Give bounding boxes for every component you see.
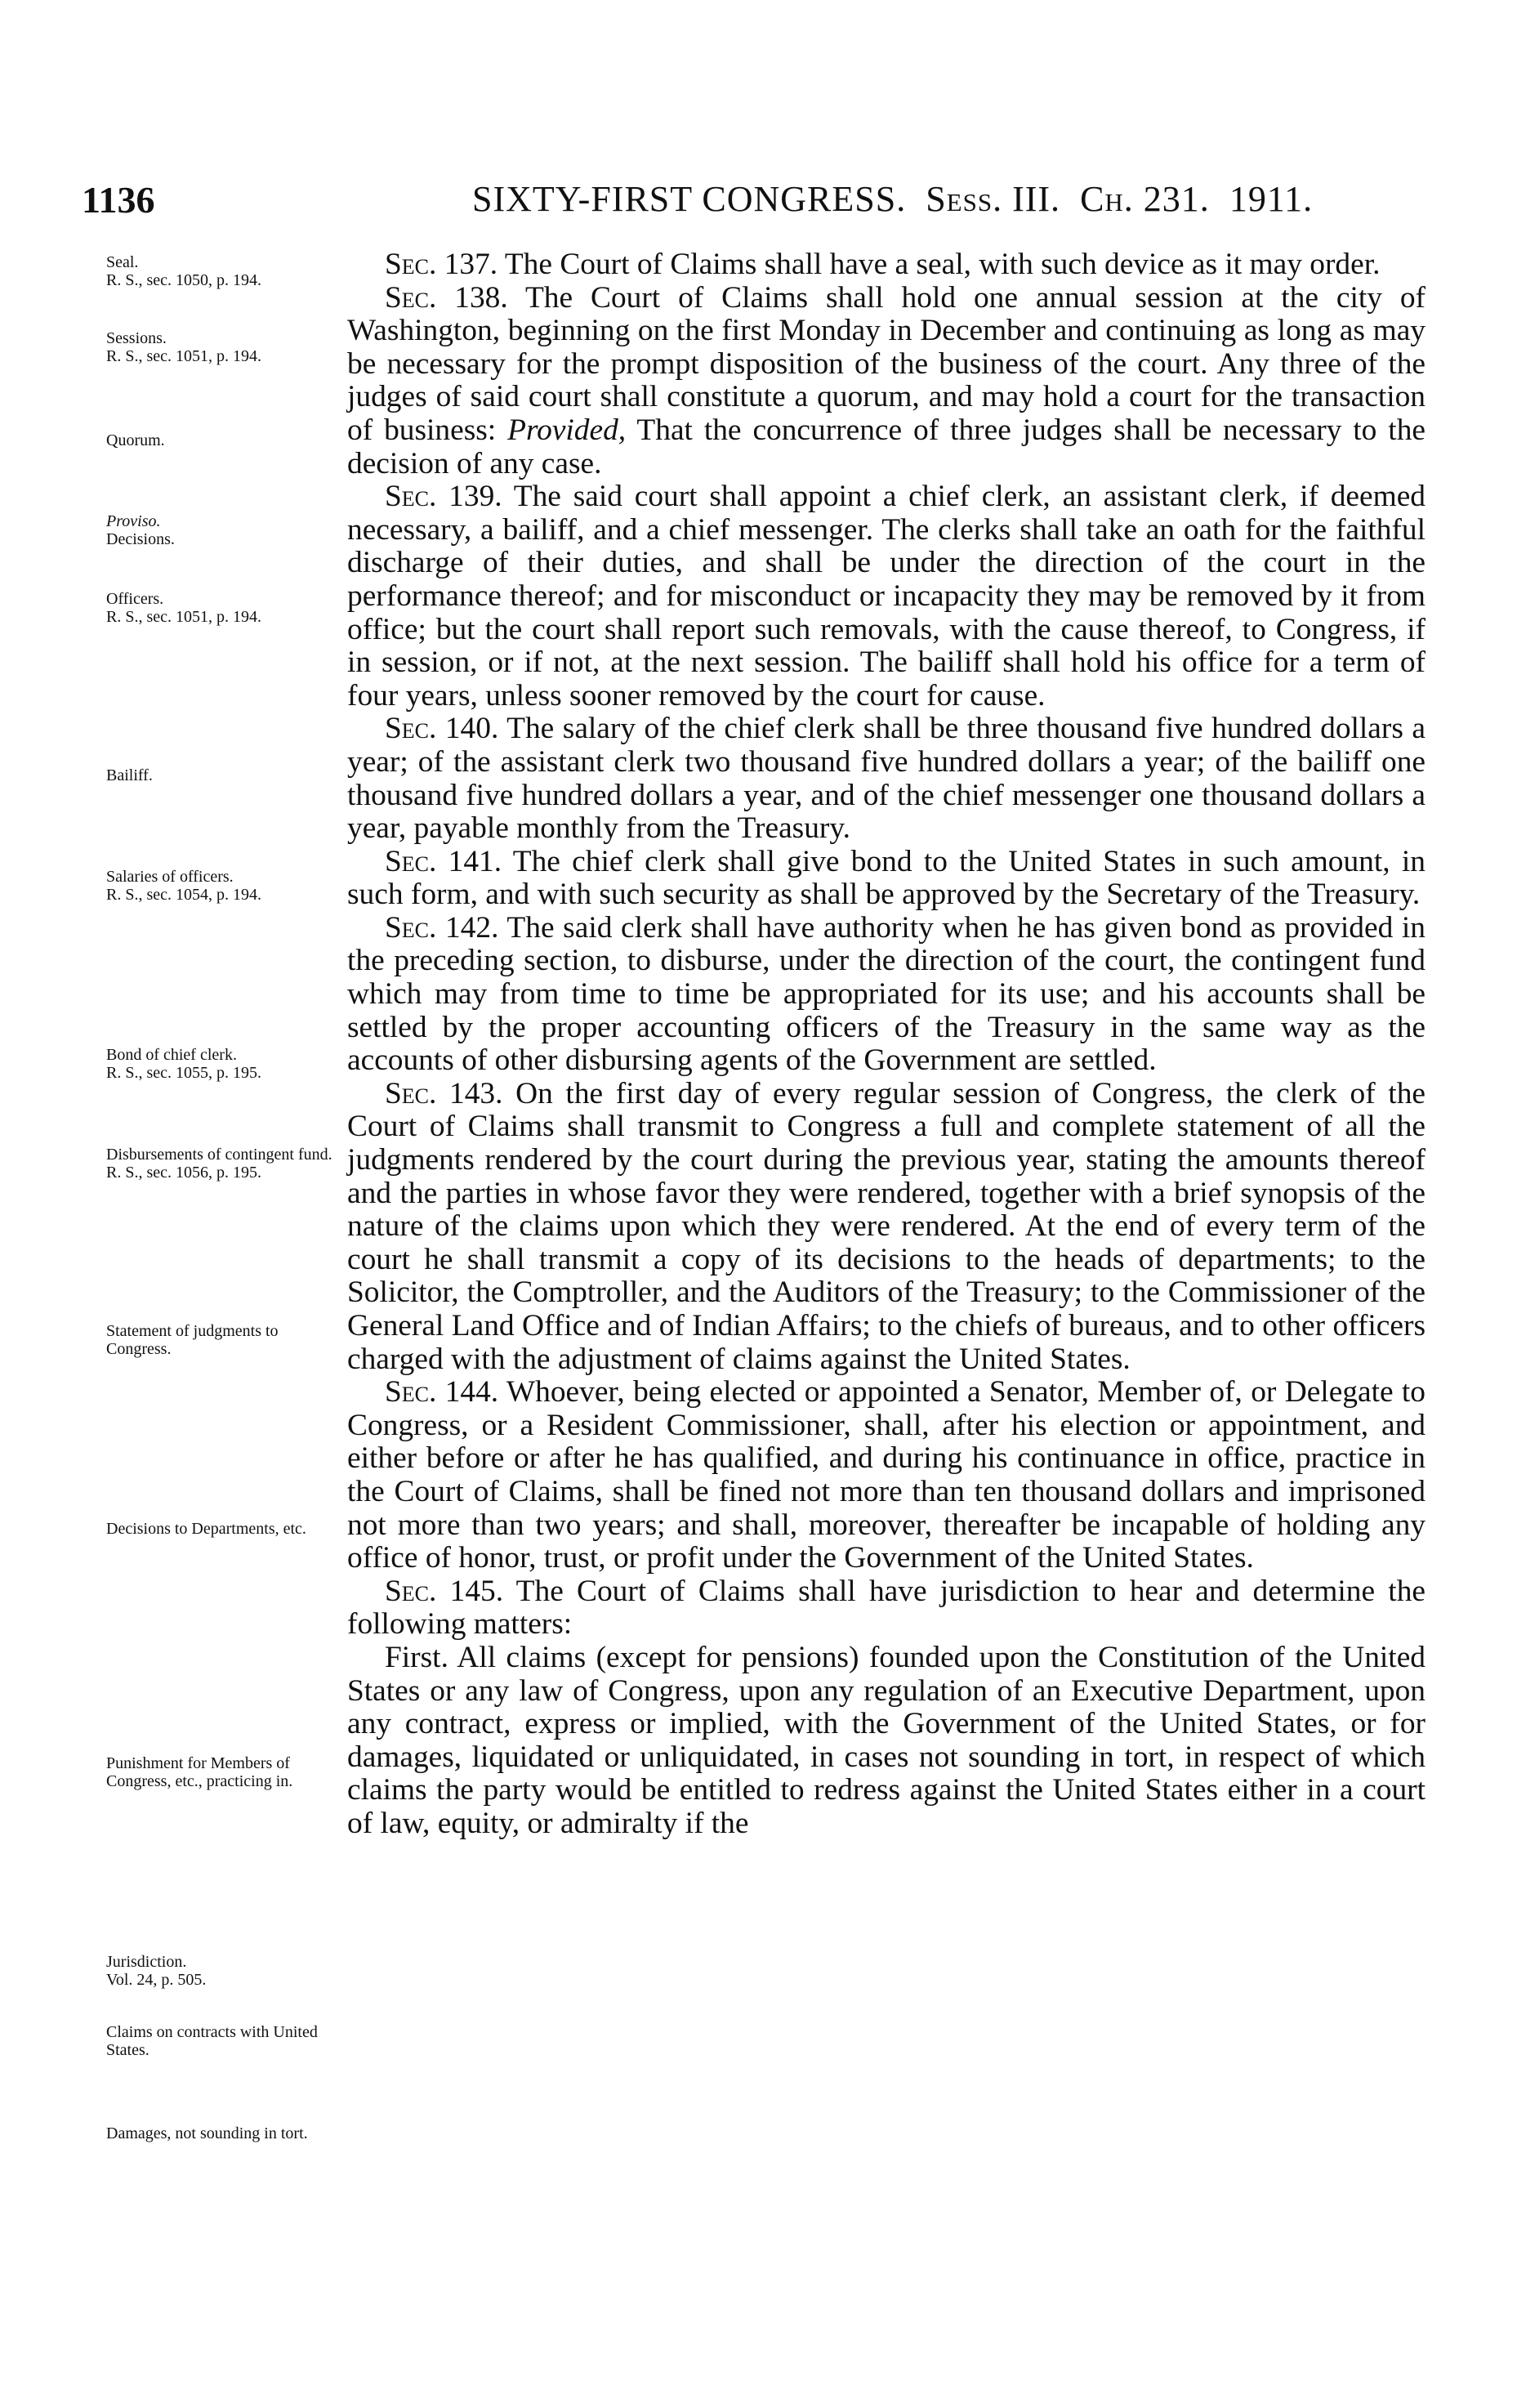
section-text: The said court shall appoint a chief clerk, an assistant clerk, if deemed necessary, a bailiff, and a chief messenger. The clerks shall take an oath for the faithful discharge of their duties, and shall be under the direction of the court in the performance thereof; and for misconduct or incapacity they may be removed by it from office; but the court shall report such removals, with the cause thereof, to Congress, if in session, or if not, at the next session. The bailiff shall hold his office for a term of four years, unless sooner removed by the court for cause. [347,480,1426,713]
section-number: Sec. 138. [385,280,508,315]
margin-note-title: Seal. [106,253,139,271]
margin-note-salaries [106,868,351,904]
section-number: Sec. 145. [385,1574,504,1608]
page-number: 1136 [82,179,155,221]
margin-note-bond [106,1046,351,1082]
section-text: The Court of Claims shall have a seal, with such device as it may order. [504,248,1381,281]
section-number: Sec. 141. [385,844,502,878]
margin-note-disbursements [106,1146,339,1182]
proviso-word: Provided, [507,413,627,447]
margin-note-title: Proviso. [106,512,161,530]
margin-note-title: Claims on contracts with United States. [106,2023,318,2059]
margin-note-bailiff [106,766,351,784]
margin-note-claims [106,2023,335,2059]
section-141 [347,846,1426,912]
margin-note-statement [106,1322,327,1358]
margin-note-title: Quorum. [106,431,165,449]
section-text: First. All claims (except for pensions) founded upon the Constitution of the United States or any law of Congress, upon any regulation of an Executive Department, upon any contract, express or implied, with the Government of the United States, or for damages, liquidated or unliquidated, in cases not sounding in tort, in respect of which claims the party would be entitled to redress against the United States either in a court of law, equity, or admiralty if the [347,1640,1426,1840]
margin-note-ref: R. S., sec. 1051, p. 194. [106,347,261,365]
margin-note-quorum [106,431,351,449]
margin-note-title: Jurisdiction. [106,1953,187,1971]
margin-note-ref: R. S., sec. 1054, p. 194. [106,886,261,904]
chapter-label: Ch. 231. [1080,179,1210,219]
margin-note-title: Decisions to Departments, etc. [106,1520,306,1538]
margin-note-ref: R. S., sec. 1050, p. 194. [106,271,261,289]
section-number: Sec. 139. [385,480,502,514]
section-text: The Court of Claims shall have jurisdiction to hear and determine the following matters: [347,1574,1426,1642]
section-text: On the first day of every regular session of Congress, the clerk of the Court of Claims shall transmit to Congress a full and complete statement of all the judgments rendered by the court during the previous year, stating the amounts thereof and the parties in whose favor they were rendered, together with a brief synopsis of the nature of the claims upon which they were rendered. At the end of every term of the court he shall transmit a copy of its decisions to the heads of departments; to the Solicitor, the Comptroller, and the Auditors of the Treasury; to the Commissioner of the General Land Office and of Indian Affairs; to the chiefs of bureaus, and to other officers charged with the adjustment of claims against the United States. [347,1076,1426,1376]
running-title [472,178,1313,220]
section-143 [347,1078,1426,1376]
section-text: The chief clerk shall give bond to the United States in such amount, in such form, and with such security as shall be approved by the Secretary of the Treasury. [347,844,1426,912]
section-text: The said clerk shall have authority when he has given bond as provided in the preceding section, to disburse, under the direction of the court, the contingent fund which may from time to time be appropriated for its use; and his accounts shall be settled by the proper accounting officers of the Treasury in the same way as the accounts of other disbursing agents of the Government are settled. [347,910,1426,1078]
margin-note-title: Punishment for Members of Congress, etc., practicing in. [106,1754,293,1790]
section-145 [347,1575,1426,1642]
congress-title: SIXTY-FIRST CONGRESS. [472,179,907,219]
section-138 [347,282,1426,481]
margin-note-title: Bailiff. [106,766,153,784]
margin-note-ref: R. S., sec. 1056, p. 195. [106,1164,261,1182]
margin-note-ref: R. S., sec. 1051, p. 194. [106,608,261,626]
margin-note-title: Disbursements of contingent fund. [106,1146,332,1164]
margin-note-sessions [106,329,351,365]
section-137 [347,248,1426,282]
margin-note-punishment [106,1754,335,1790]
margin-note-officers [106,590,351,626]
section-text-continued: That the concurrence of three judges shall be necessary to the decision of any case. [347,413,1426,480]
margin-note-seal [106,253,351,289]
section-number: Sec. 142. [385,910,499,945]
section-144 [347,1376,1426,1575]
section-140 [347,713,1426,845]
section-139 [347,480,1426,713]
section-text: The Court of Claims shall hold one annual session at the city of Washington, beginning on the first Monday in December and continuing as long as may be necessary for the prompt disposition of the business of the court. Any three of the judges of said court shall constitute a quorum, and may hold a court for the transaction of business: [347,280,1426,447]
margin-note-ref: Decisions. [106,530,175,548]
margin-note-proviso [106,512,351,548]
margin-note-ref: Vol. 24, p. 505. [106,1971,207,1989]
margin-note-damages [106,2124,335,2142]
margin-note-title: Sessions. [106,329,167,347]
margin-note-title: Officers. [106,590,164,608]
section-text: The salary of the chief clerk shall be three thousand five hundred dollars a year; of the assistant clerk two thousand five hundred dollars a year; of the bailiff one thousand five hundred dollars a year, and of the chief messenger one thousand dollars a year, payable monthly from the Treasury. [347,712,1426,846]
margin-note-title: Damages, not sounding in tort. [106,2124,308,2142]
margin-note-jurisdiction [106,1953,351,1989]
section-number: Sec. 140. [385,712,499,746]
section-142 [347,912,1426,1078]
margin-note-ref: R. S., sec. 1055, p. 195. [106,1064,261,1082]
margin-note-title: Bond of chief clerk. [106,1046,237,1064]
section-145-first [347,1642,1426,1841]
section-number: Sec. 144. [385,1375,499,1410]
section-number: Sec. 143. [385,1076,503,1110]
section-text: Whoever, being elected or appointed a Senator, Member of, or Delegate to Congress, or a Resident Commissioner, shall, after his election or appointment, and either before or after he has qualified, and during his continuance in office, practice in the Court of Claims, shall be fined not more than ten thousand dollars and imprisoned not more than two years; and shall, moreover, thereafter be incapable of holding any office of honor, trust, or profit under the Government of the United States. [347,1375,1426,1575]
margin-note-title: Salaries of officers. [106,868,234,886]
margin-notes [106,245,343,2337]
running-header [82,178,1430,227]
margin-note-title: Statement of judgments to Congress. [106,1322,279,1358]
year-label: 1911. [1229,179,1314,219]
session-label: Sess. III. [926,179,1061,219]
statute-body [347,248,1426,1841]
section-number: Sec. 137. [385,248,498,281]
margin-note-decisions [106,1520,327,1538]
